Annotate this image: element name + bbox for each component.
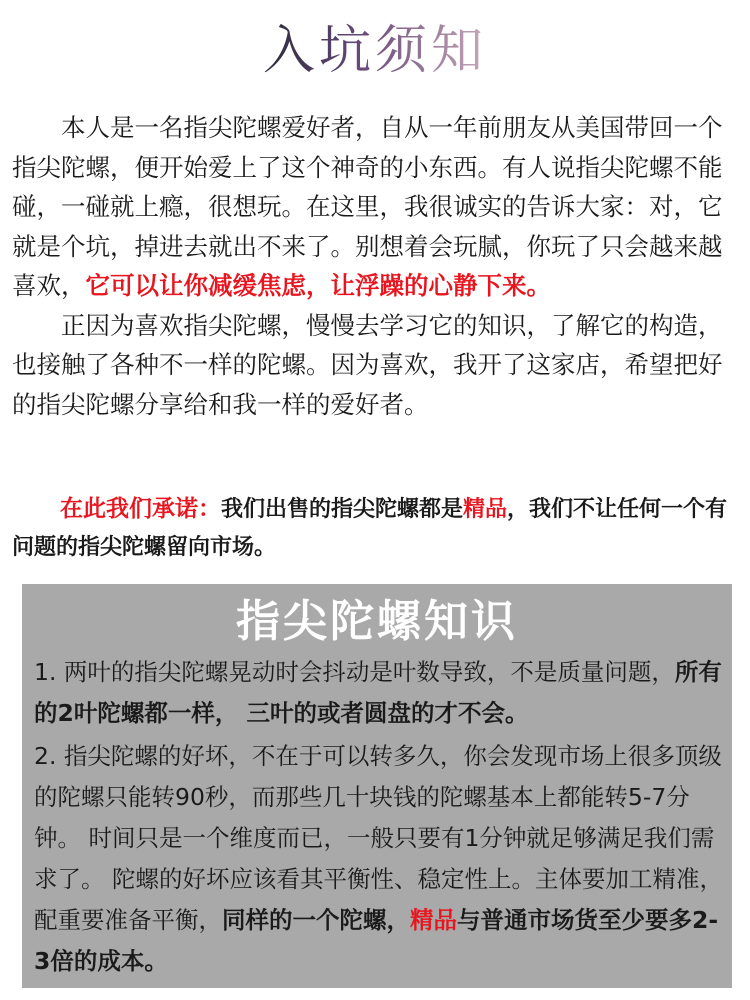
- promise-label: 在此我们承诺：: [60, 496, 221, 522]
- intro-paragraph-1: [12, 108, 742, 306]
- intro-paragraph-1-text: 本人是一名指尖陀螺爱好者，自从一年前朋友从美国带回一个指尖陀螺，便开始爱上了这个神奇的小东西。有人说指尖陀螺不能碰，一碰就上瘾，很想玩。在这里，我很诚实的告诉大家：对，它就是个坑，掉进去就出不来了。别想着会玩腻，你玩了只会越来越喜欢，: [12, 113, 723, 300]
- intro-paragraph-1-highlight: 它可以让你减缓焦虑，让浮躁的心静下来。: [85, 271, 551, 300]
- knowledge-item-2: [34, 736, 726, 982]
- promise-text-b: ，我们不让任何一个有问题的指尖陀螺留向市场。: [12, 497, 728, 560]
- page-title-text: 入坑须知: [262, 21, 487, 81]
- knowledge-item-1-bold: 所有的2叶陀螺都一样， 三叶的或者圆盘的才不会。: [34, 658, 722, 727]
- knowledge-item-2-bold-a: 同样的一个陀螺，: [222, 906, 410, 934]
- page-title: [0, 18, 750, 84]
- intro-paragraph-2: 正因为喜欢指尖陀螺，慢慢去学习它的知识，了解它的构造，也接触了各种不一样的陀螺。因为喜欢，我开了这家店，希望把好的指尖陀螺分享给和我一样的爱好者。: [12, 310, 723, 419]
- promise-highlight: 精品: [463, 497, 508, 522]
- intro-section: [12, 108, 742, 424]
- knowledge-title: 指尖陀螺知识: [236, 596, 518, 647]
- knowledge-item-2-text: 2. 指尖陀螺的好坏，不在于可以转多久，你会发现市场上很多顶级的陀螺只能转90秒，而那些几十块钱的陀螺基本上都能转5-7分钟。 时间只是一个维度而已，一般只要有1分钟就足够满足我们需求了。 陀螺的好坏应该看其平衡性、稳定性上。主体要加工精准，配重要准备平衡，: [34, 742, 723, 934]
- knowledge-item-2-highlight: 精品: [410, 906, 457, 934]
- knowledge-panel: [22, 584, 732, 988]
- promise-statement: [12, 490, 744, 567]
- knowledge-item-1: [34, 652, 726, 734]
- knowledge-item-2-bold-b: 与普通市场货至少要多2-3倍的成本。: [34, 906, 719, 975]
- promise-text-a: 我们出售的指尖陀螺都是: [221, 497, 464, 522]
- knowledge-item-1-text: 1. 两叶的指尖陀螺晃动时会抖动是叶数导致，不是质量问题，: [34, 658, 675, 686]
- knowledge-body: [34, 652, 726, 982]
